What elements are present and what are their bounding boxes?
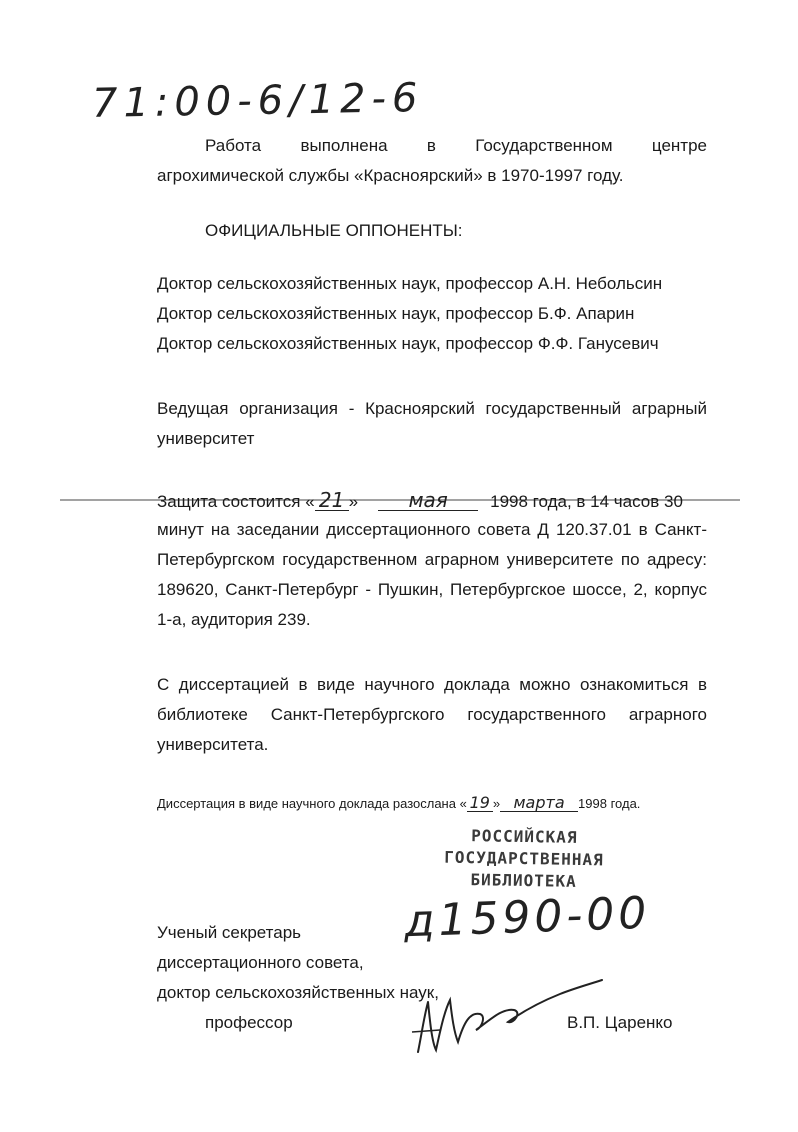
distribution-mid: » [492,796,501,811]
handwritten-code: 71:00-6/12-6 [91,75,424,127]
stamp-line: РОССИЙСКАЯ [471,826,578,847]
stamp-line: ГОСУДАРСТВЕННАЯ [444,847,604,870]
distribution-line [157,795,640,812]
defense-mid: » [348,492,359,511]
secretary-name: В.П. Царенко [567,1013,673,1032]
library-line: С диссертацией в виде научного доклада можно ознакомиться в [157,675,707,694]
library-stamp [423,824,624,893]
defense-line-1 [157,490,707,512]
distribution-day: 19 [467,795,493,812]
opponent-item: Доктор сельскохозяйственных наук, профессор А.Н. Небольсин [157,274,663,293]
intro-word: Государственном [475,136,613,155]
defense-line: 189620, Санкт-Петербург - Пушкин, Петербургское шоссе, 2, корпус [157,580,707,599]
secretary-line-3: доктор сельскохозяйственных наук, [157,983,439,1002]
defense-line-last: 1-а, аудитория 239. [157,610,311,629]
intro-line-1 [205,136,707,156]
secretary-line-4: профессор [205,1013,293,1032]
intro-word: Работа [205,136,262,155]
distribution-suffix: 1998 года. [578,796,641,811]
defense-month: мая [378,490,478,511]
opponents-heading: ОФИЦИАЛЬНЫЕ ОППОНЕНТЫ: [205,221,463,240]
distribution-month: марта [500,795,578,812]
intro-line-2: агрохимической службы «Красноярский» в 1970-1997 году. [157,166,624,185]
opponent-item: Доктор сельскохозяйственных наук, профессор Б.Ф. Апарин [157,304,635,323]
secretary-line-2: диссертационного совета, [157,953,364,972]
stamp-line: БИБЛИОТЕКА [470,870,577,891]
library-line: библиотеке Санкт-Петербургского государственного аграрного [157,705,707,724]
distribution-prefix: Диссертация в виде научного доклада разослана « [157,796,467,811]
secretary-line-1: Ученый секретарь [157,923,302,942]
intro-word: центре [651,136,707,155]
lead-org-line-2: университет [157,429,255,448]
defense-line: минут на заседании диссертационного совета Д 120.37.01 в Санкт- [157,520,707,539]
intro-word: выполнена [300,136,388,155]
defense-day: 21 [315,490,349,511]
defense-prefix: Защита состоится « [157,492,315,511]
intro-word: в [426,136,436,155]
defense-line: Петербургском государственном аграрном университете по адресу: [157,550,707,569]
handwritten-number: д1590-00 [403,887,652,948]
library-line-last: университета. [157,735,269,754]
lead-org-line-1: Ведущая организация - Красноярский государственный аграрный [157,399,707,418]
defense-suffix: 1998 года, в 14 часов 30 [490,492,683,511]
opponent-item: Доктор сельскохозяйственных наук, профессор Ф.Ф. Ганусевич [157,334,659,353]
